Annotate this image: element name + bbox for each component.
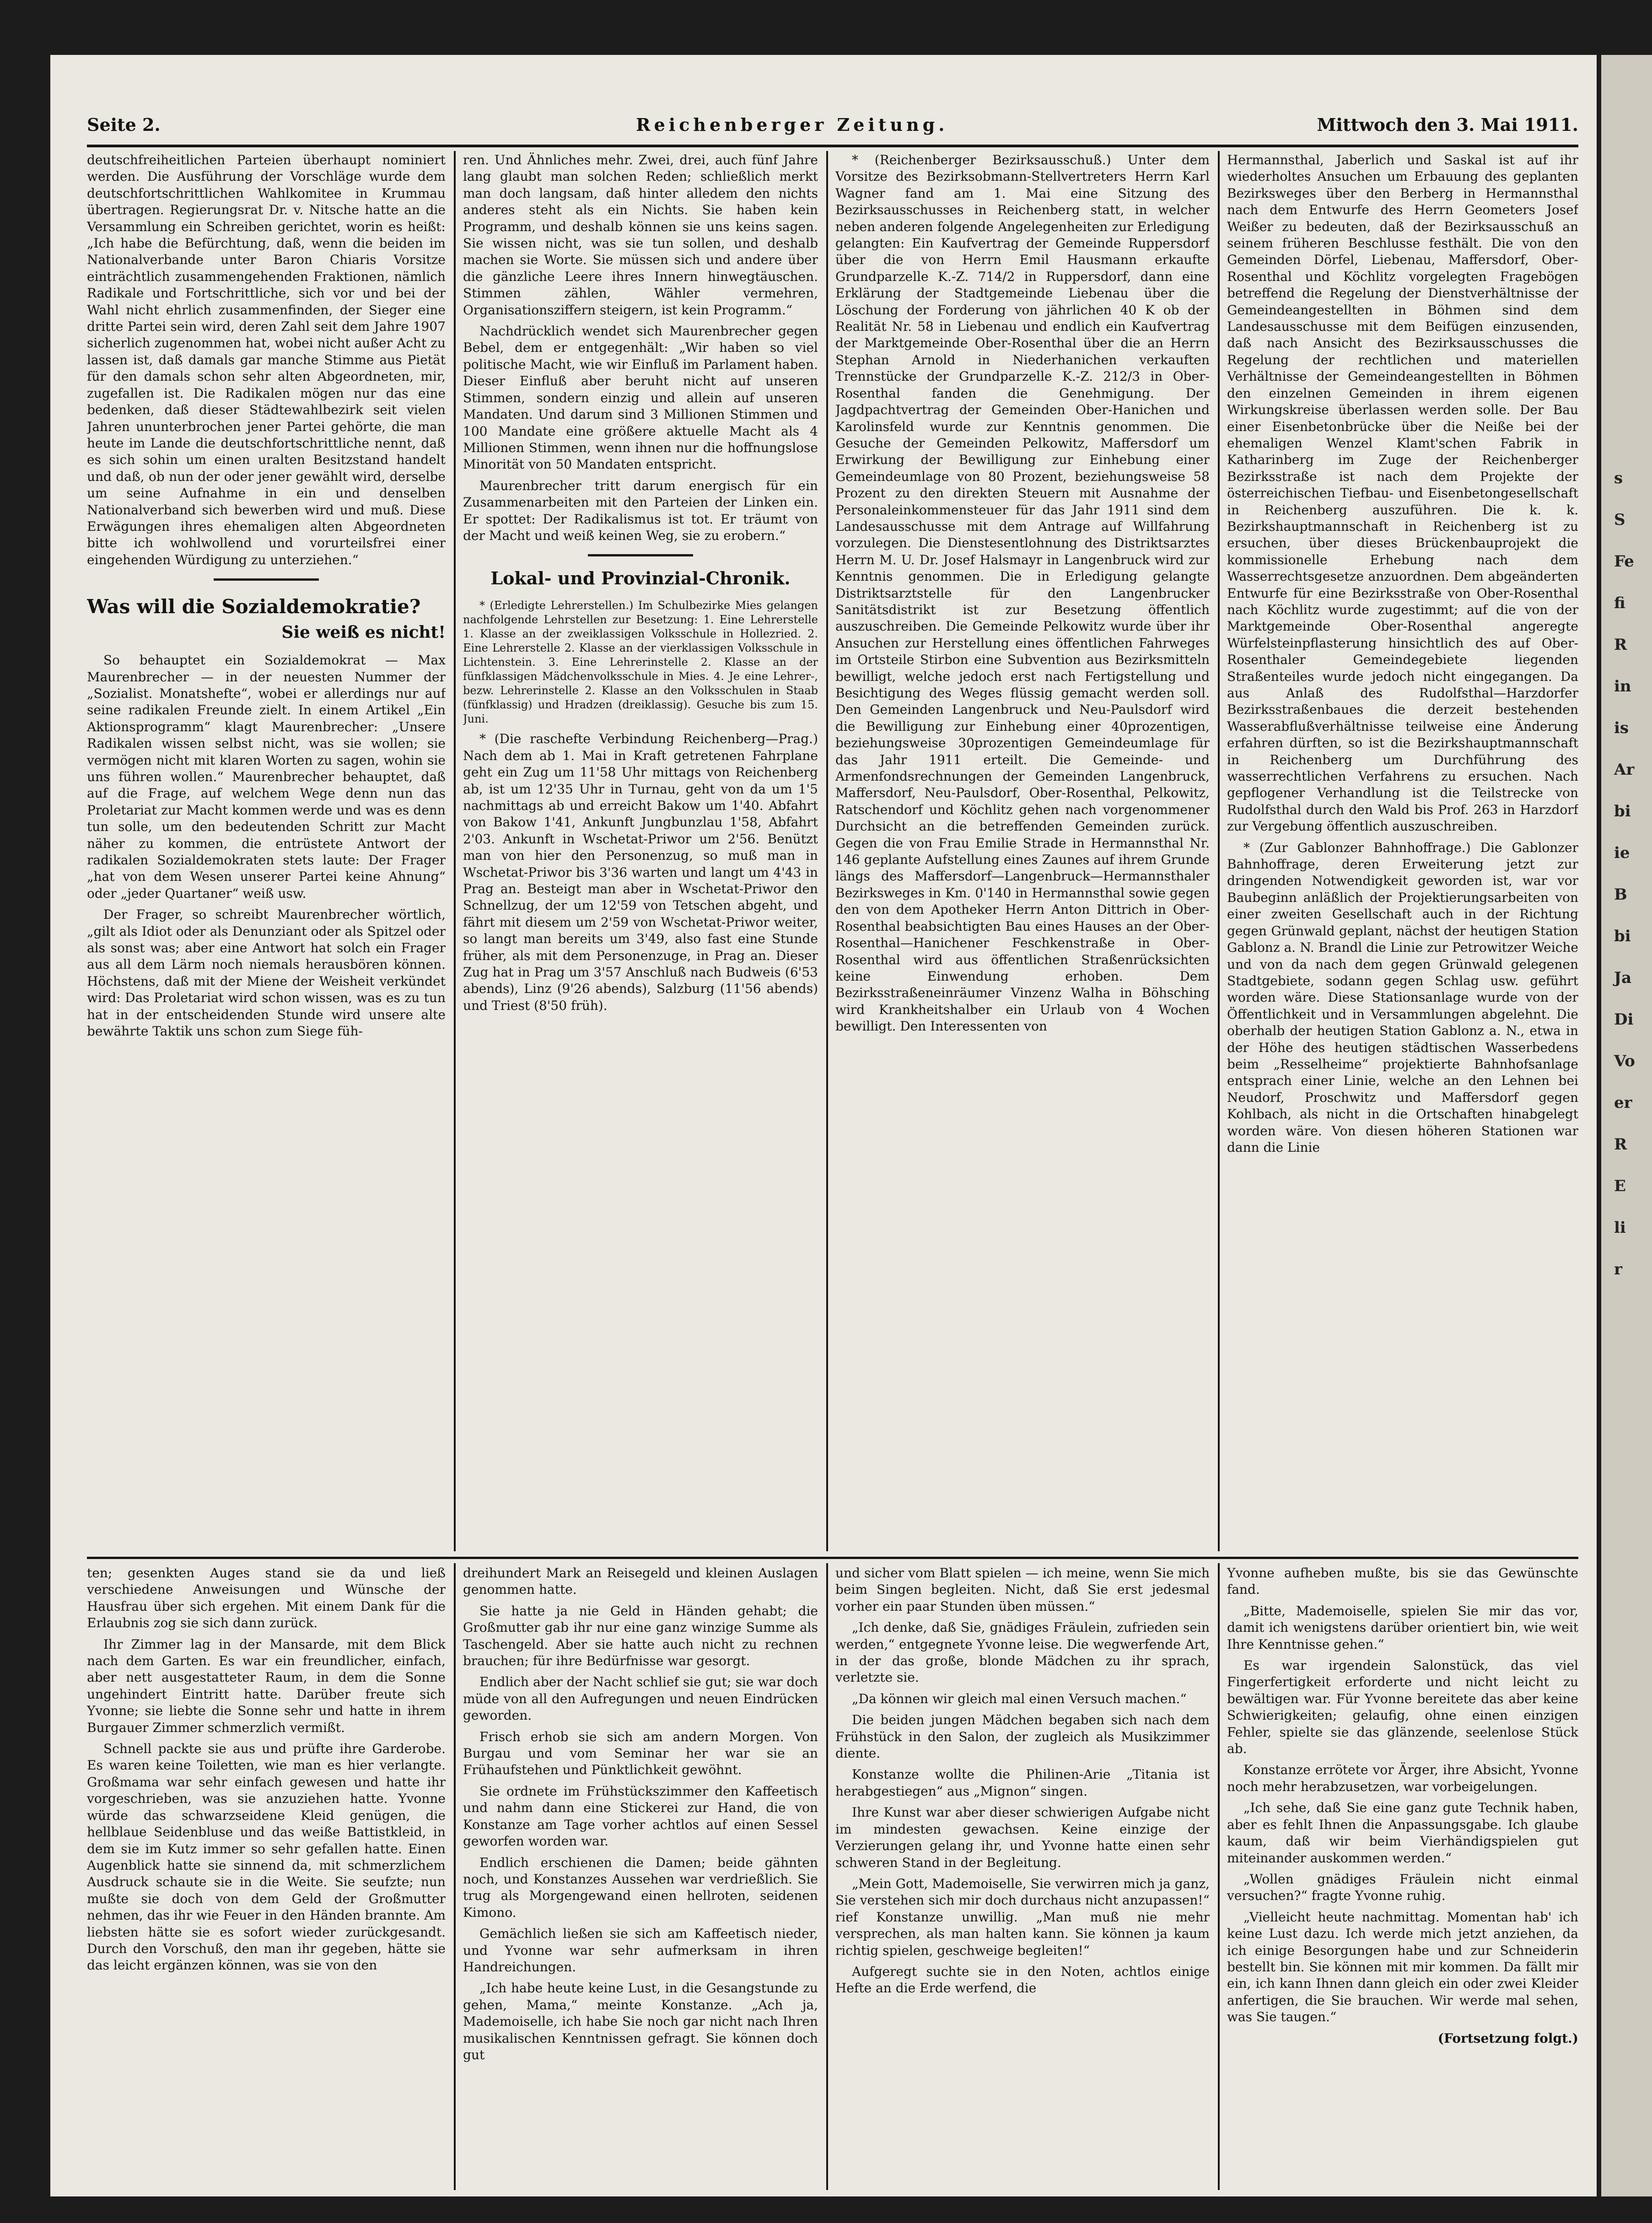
serial-text: dreihundert Mark an Reisegeld und kleinen Auslagen genommen hatte. <box>463 1565 818 1597</box>
article-text: Nachdrücklich wendet sich Maurenbrecher gegen Bebel, dem er entgegenhält: „Wir haben so viel politische Macht, wie wir Einfluß im Parlament haben. Dieser Einfluß aber beruht nicht auf unseren Stimmen, sondern einzig und allein auf unseren Mandaten. Und darum sind 3 Millionen Stimmen und 100 Mandate eine größere aktuelle Macht als 4 Millionen Stimmen, wenn ihnen nur die hoffnungslose Minorität von 50 Mandaten entspricht. <box>463 324 818 472</box>
news-item: * (Reichenberger Bezirksausschuß.) Unter dem Vorsitze des Bezirksobmann-Stellvertreters Herrn Karl Wagner fand am 1. Mai eine Sitzung des Bezirksausschusses in Reichenberg statt, in welcher neben anderen folgende Angelegenheiten zur Erledigung gelangten: Ein Kaufvertrag der Gemeinde Ruppersdorf über die von Herrn Emil Hausmann erkaufte Grundparzelle K.-Z. 714/2 in Ruppersdorf, dann eine Erklärung der Stadtgemeinde Liebenau über die Löschung der Forderung von jährlichen 40 K ob der Realität Nr. 58 in Liebenau und endlich ein Kaufvertrag der Marktgemeinde Ober-Rosenthal über die an Herrn Stephan Arnold in Niederhanichen verkauften Trennstücke der Grundparzelle K.-Z. 212/3 in Ober-Rosenthal fanden die Genehmigung. Der Jagdpachtvertrag der Gemeinden Ober-Hanichen und Karolinsfeld wurde zur Kenntnis genommen. Die Gesuche der Gemeinden Pelkowitz, Maffersdorf um Erwirkung der Bewilligung zur Einhebung einer Gemeindeumlage von 80 Prozent, beziehungsweise 58 Prozent zu den direkten Steuern mit Ausnahme der Personaleinkommensteuer für das Jahr 1911 sind dem Landesausschusse mit dem Antrage auf Willfahrung vorzulegen. Die Dienstesentlohnung des Distriktsarztes Herrn M. U. Dr. Josef Halsmayr in Langenbruck wird zur Kenntnis genommen. Die in Erledigung gelangte Distriktsarztstelle für den Langenbrucker Sanitätsdistrikt ist zur Besetzung öffentlich auszuschreiben. Die Gemeinde Pelkowitz wurde über ihr Ansuchen zur Herstellung eines öffentlichen Fahrweges im Ortsteile Stirbon eine Subvention aus Bezirksmitteln bewilligt, welche jedoch erst nach Fertigstellung und Besichtigung des Weges flüssig gemacht werden soll. Den Gemeinden Langenbruck und Neu-Paulsdorf wird die Bewilligung zur Einhebung einer 40prozentigen, beziehungsweise 30prozentigen Gemeindeumlage für das Jahr 1911 erteilt. Die Gemeinde- und Armenfondsrechnungen der Gemeinden Langenbruck, Maffersdorf, Neu-Paulsdorf, Ober-Rosenthal, Pelkowitz, Ratschendorf und Köchlitz gehen nach vorgenommener Durchsicht an die betreffenden Gemeinden zurück. Gegen die von Frau Emilie Strade in Hermannsthal Nr. 146 geplante Aufstellung eines Zaunes auf ihrem Grunde längs des Maffersdorf—Langenbruck—Hermannsthaler Bezirksweges in Km. 0'140 in Hermannsthal sowie gegen den von dem Apotheker Herrn Anton Dittrich in Ober-Rosenthal beabsichtigten Bau eines Hauses an der Ober-Rosenthal—Hanichener Feschkenstraße in Ober-Rosenthal wird aus öffentlichen Straßenrücksichten keine Einwendung erhoben. Dem Bezirksstraßeneinräumer Vinzenz Walha in Böhsching wird Krankheitshalber ein Urlaub von 4 Wochen bewilligt. Den Interessenten von <box>835 152 1210 1034</box>
serial-text: Aufgeregt suchte sie in den Noten, achtlos einige Hefte an die Erde werfend, die <box>835 1964 1210 1996</box>
adjacent-page-fragment: E <box>1614 1177 1626 1195</box>
adjacent-page-fragment: ie <box>1614 844 1630 862</box>
serial-text: „Wollen gnädiges Fräulein nicht einmal versuchen?“ fragte Yvonne ruhig. <box>1227 1871 1578 1904</box>
newspaper-title: Reichenberger Zeitung. <box>636 114 948 135</box>
serial-text: Ihr Zimmer lag in der Mansarde, mit dem Blick nach dem Garten. Es war ein freundlicher, einfach, aber nett ausgestatteter Raum, in dem die Sonne ungehindert Eintritt hatte. Darüber freute sich Yvonne; sie liebte die Sonne sehr und hatte in ihrem Burgauer Zimmer schmerzlich vermißt. <box>87 1636 446 1735</box>
newspaper-page <box>50 55 1597 2196</box>
issue-date: Mittwoch den 3. Mai 1911. <box>1317 114 1578 135</box>
serial-text: und sicher vom Blatt spielen — ich meine, wenn Sie mich beim Singen begleiten. Nicht, daß Sie erst jedesmal vorher ein paar Stunden üben müssen.“ <box>835 1565 1210 1614</box>
adjacent-page-fragment: R <box>1614 1135 1627 1154</box>
serial-column-1 <box>87 1565 446 2192</box>
article-subheading: Sie weiß es nicht! <box>281 623 446 642</box>
adjacent-page-fragment: s <box>1614 469 1623 487</box>
article-text: So behauptet ein Sozialdemokrat — Max Maurenbrecher — in der neuesten Nummer der „Sozialist. Monatshefte“, wobei er allerdings nur auf seine radikalen Freunde zielt. In einem Artikel „Ein Aktionsprogramm“ klagt Maurenbrecher: „Unsere Radikalen wissen selbst nicht, was sie wollen; sie vermögen nicht mit klaren Worten zu sagen, wohin sie uns führen wollen.“ Maurenbrecher behauptet, daß auf die Frage, auf welchem Wege denn nun das Proletariat zur Macht kommen werde und was es denn tun solle, um den bedeutenden Schritt zur Macht näher zu kommen, die entrüstete Antwort der radikalen Sozialdemokraten stets laute: Der Frager „hat von dem Wesen unserer Partei keine Ahnung“ oder „jeder Quartaner“ weiß usw. <box>87 653 446 901</box>
serial-text: „Ich denke, daß Sie, gnädiges Fräulein, zufrieden sein werden,“ entgegnete Yvonne leise. Die wegwerfende Art, in der das große, blonde Mädchen zu ihr sprach, verletzte sie. <box>835 1620 1210 1685</box>
serial-text: Sie ordnete im Frühstückszimmer den Kaffeetisch und nahm dann eine Stickerei zur Hand, die von Konstanze am Tage vorher achtlos auf einen Sessel geworfen worden war. <box>463 1783 818 1849</box>
column-divider <box>1218 1563 1220 2190</box>
serial-text: „Vielleicht heute nachmittag. Momentan hab' ich keine Lust dazu. Ich werde mich jetzt anziehen, da ich einige Besorgungen habe und zur Schneiderin bestellt bin. Sie können mit mir kommen. Da fällt mir ein, ich kann Ihnen dann gleich ein oder zwei Kleider anfertigen, die Sie brauchen. Wir werde mal sehen, was Sie taugen.“ <box>1227 1909 1578 2025</box>
serial-text: Konstanze wollte die Philinen-Arie „Titania ist herabgestiegen“ aus „Mignon“ singen. <box>835 1767 1210 1799</box>
article-text: Maurenbrecher tritt darum energisch für ein Zusammenarbeiten mit den Parteien der Linken ein. Er spottet: Der Radikalismus ist tot. Er träumt von der Macht und weiß keinen Weg, sie zu erobern.“ <box>463 478 818 543</box>
article-heading: Was will die Sozialdemokratie? <box>87 595 421 618</box>
news-item: * (Die raschefte Verbindung Reichenberg—Prag.) Nach dem ab 1. Mai in Kraft getretenen Fahrplane geht ein Zug um 11'58 Uhr mittags von Reichenberg ab, ist um 12'35 Uhr in Turnau, geht von da um 1'5 nachmittags ab und erreicht Bakow um 1'40. Abfahrt von Bakow 1'41, Ankunft Jungbunzlau 1'58, Abfahrt 2'03. Ankunft in Wschetat-Priwor um 2'56. Benützt man von hier den Personenzug, so muß man in Wschetat-Priwor bis 3'36 warten und langt um 4'43 in Prag an. Besteigt man aber in Wschetat-Priwor den Schnellzug, der um 12'59 von Tetschen abgeht, und fährt mit diesem um 2'59 von Wschetat-Priwor weiter, so langt man bereits um 3'49, also fast eine Stunde früher, als mit dem Personenzuge, in Prag an. Dieser Zug hat in Prag um 3'57 Anschluß nach Budweis (6'53 abends), Linz (9'26 abends), Salzburg (11'56 abends) und Triest (8'50 früh). <box>463 731 818 1013</box>
serial-text: Es war irgendein Salonstück, das viel Fingerfertigkeit erforderte und nicht leicht zu bewältigen war. Für Yvonne bereitete das aber keine Schwierigkeiten; gelaufig, ohne einen einzigen Fehler, spielte sie das glänzende, seelenlose Stück ab. <box>1227 1658 1578 1757</box>
adjacent-page-fragment: bi <box>1614 927 1631 945</box>
adjacent-page-fragment: Di <box>1614 1010 1634 1029</box>
page-header <box>87 105 1578 146</box>
serial-column-3 <box>835 1565 1210 2192</box>
continuation-note: (Fortsetzung folgt.) <box>1437 2030 1578 2046</box>
serial-text: Endlich erschienen die Damen; beide gähnten noch, und Konstanzes Aussehen war verdrießlich. Sie trug als Morgengewand einen hellroten, seidenen Kimono. <box>463 1855 818 1920</box>
header-rule <box>87 145 1578 147</box>
serial-text: Die beiden jungen Mädchen begaben sich nach dem Frühstück in den Salon, der zugleich als Musikzimmer diente. <box>835 1712 1210 1761</box>
serial-column-2 <box>463 1565 818 2192</box>
adjacent-page-fragment: li <box>1614 1219 1626 1237</box>
adjacent-page-fragment: bi <box>1614 802 1631 820</box>
serial-column-4 <box>1227 1565 1578 2192</box>
feuilleton-rule <box>87 1557 1578 1559</box>
article-text: ren. Und Ähnliches mehr. Zwei, drei, auch fünf Jahre lang glaubt man solchen Reden; schließlich merkt man doch langsam, daß hinter alledem den nichts anderes steht als ein Nichts. Sie haben kein Programm, und deshalb können sie uns keins sagen. Sie wissen nicht, was sie tun sollen, und deshalb machen sie Worte. Sie müssen sich und andere über die gänzliche Leere ihres Innern hinwegtäuschen. Stimmen zählen, Wähler vermehren, Organisationsziffern steigern, ist kein Programm.“ <box>463 152 818 318</box>
column-divider <box>454 151 456 1551</box>
adjacent-page-fragment: S <box>1614 511 1625 529</box>
serial-text: „Da können wir gleich mal einen Versuch machen.“ <box>852 1691 1187 1706</box>
column-divider <box>1218 151 1220 1551</box>
adjacent-page-fragment: in <box>1614 677 1631 696</box>
column-2 <box>463 152 818 1552</box>
adjacent-page-fragment: er <box>1614 1094 1632 1112</box>
news-item: * (Zur Gablonzer Bahnhoffrage.) Die Gablonzer Bahnhoffrage, deren Erweiterung jetzt zur dringenden Notwendigkeit geworden ist, war vor Baubeginn anläßlich der Projektierungsarbeiten von einer zweiten Gesellschaft auch in der Richtung gegen Grünwald geplant, nächst der heutigen Station Gablonz a. N. Brandl die Linie zur Petrowitzer Weiche und von da nach dem gegen Grünwald gelegenen Stadtgebiete, sodann gegen Schlag usw. geführt worden wäre. Diese Stationsanlage wurde von der Öffentlichkeit und in Versammlungen abgelehnt. Die oberhalb der heutigen Station Gablonz a. N., etwa in der Höhe des heutigen städtischen Wasserbedens beim „Resselheime“ projektierte Bahnhofsanlage entsprach einer Linie, welche an den Lehnen bei Neudorf, Proschwitz und Maffersdorf gegen Kohlbach, als nicht in die Ortschaften hinabgelegt worden wäre. Von diesen höheren Stationen war dann die Linie <box>1227 840 1578 1155</box>
serial-text: Sie hatte ja nie Geld in Händen gehabt; die Großmutter gab ihr nur eine ganz winzige Summe als Taschengeld. Aber sie hatte auch nicht zu rechnen brauchen; für ihre Bedürfnisse war gesorgt. <box>463 1603 818 1669</box>
adjacent-page-fragment: Ja <box>1614 969 1632 987</box>
adjacent-page-edge <box>1601 55 1652 2196</box>
adjacent-page-fragment: B <box>1614 885 1627 904</box>
serial-text: Gemächlich ließen sie sich am Kaffeetisch nieder, und Yvonne war sehr aufmerksam in ihren Handreichungen. <box>463 1926 818 1975</box>
serial-text: „Mein Gott, Mademoiselle, Sie verwirren mich ja ganz, Sie verstehen sich mir doch durchaus nicht anzupassen!“ rief Konstanze unwillig. „Man muß nie mehr versprechen, als man halten kann. Sie können ja kaum richtig spielen, geschweige begleiten!“ <box>835 1876 1210 1958</box>
news-item: * (Erledigte Lehrerstellen.) Im Schulbezirke Mies gelangen nachfolgende Lehrstellen zur Besetzung: 1. Eine Lehrerstelle 1. Klasse an der zweiklassigen Volksschule in Hollezried. 2. Eine Lehrerstelle 2. Klasse an der vierklassigen Volksschule in Lichtenstein. 3. Eine Lehrerinstelle 2. Klasse an der fünfklassigen Mädchenvolksschule in Mies. 4. Je eine Lehrer-, bezw. Lehrerinstelle 2. Klasse an den Volksschulen in Staab (fünfklassig) und Hradzen (dreiklassig). Gesuche bis zum 15. Juni. <box>463 599 818 726</box>
serial-text: Yvonne aufheben mußte, bis sie das Gewünschte fand. <box>1227 1565 1578 1597</box>
adjacent-page-fragment: R <box>1614 636 1627 654</box>
serial-text: Schnell packte sie aus und prüfte ihre Garderobe. Es waren keine Toiletten, wie man es hier verlangte. Großmama war sehr einfach gewesen und hatte ihr vorgeschrieben, was sie anzuziehen hatte. Yvonne würde das schwarzseidene Kleid genügen, die hellblaue Seidenbluse und das weiße Battistkleid, in dem sie im Kutz immer so sehr gefallen hatte. Einen Augenblick hatte sie sinnend da, mit schmerzlichem Ausdruck schaute sie in die Weite. Sie seufzte; nun mußte sie doch von dem Geld der Großmutter nehmen, das ihr wie Feuer in den Händen brannte. Am liebsten hätte sie es sofort wieder zurückgesandt. Durch den Vorschuß, den man ihr gegeben, hätte sie das leicht ergänzen können, was sie von den <box>87 1741 446 1973</box>
article-text: Der Frager, so schreibt Maurenbrecher wörtlich, „gilt als Idiot oder als Denunziant oder als Spitzel oder als sonst was; aber eine Antwort hat solch ein Frager aus all dem Lärm noch niemals herausbören können. Höchstens, daß mit der Miene der Weisheit verkündet wird: Das Proletariat wird schon wissen, was es zu tun hat in der entscheidenden Stunde wird unsere alte bewährte Taktik uns schon zum Siege füh- <box>87 907 446 1039</box>
column-3 <box>835 152 1210 1552</box>
adjacent-page-fragment: Vo <box>1614 1052 1635 1070</box>
article-text: deutschfreiheitlichen Parteien überhaupt nominiert werden. Die Ausführung der Vorschläge wurde dem deutschfortschrittlichen Wahlkomitee in Krummau übertragen. Regierungsrat Dr. v. Nitsche hatte an die Versammlung ein Schreiben gerichtet, worin es heißt: „Ich habe die Befürchtung, daß, wenn die beiden im Nationalverbande unter Baron Chiaris Vorsitze einträchtlich zusammengehenden Fraktionen, nämlich Radikale und Fortschrittliche, sich vor und bei der Wahl nicht ehrlich zusammenfinden, der Sieger eine dritte Partei sein wird, deren Zahl seit dem Jahre 1907 sicherlich zugenommen hat, wobei nicht außer Acht zu lassen ist, daß damals gar manche Stimme aus Pietät für den damals schon sehr alten Abgeordneten, mir, zugefallen ist. Die Radikalen mögen nur das eine bedenken, daß dieser Städtewahlbezirk seit vielen Jahren ununterbrochen jener Partei gehörte, die man heute im Lande die deutschfortschrittliche nennt, daß es sich sohin um einen uralten Besitzstand handelt und daß, ob nun der oder jener gewählt wird, derselbe um seine Aufnahme in ein und denselben Nationalverband sich bewerben wird und muß. Diese Erwägungen ihres ehemaligen alten Abgeordneten bitte ich wohlwollend und vorurteilsfrei einer eingehenden Würdigung zu unterziehen.“ <box>87 152 446 567</box>
adjacent-page-fragment: fi <box>1614 594 1625 612</box>
news-item: Hermannsthal, Jaberlich und Saskal ist auf ihr wiederholtes Ansuchen um Erbauung des geplanten Bezirksweges über den Berberg in Hermannsthal nach dem Entwurfe des Herrn Geometers Josef Weißer zu bedeuten, daß der Bezirksausschuß an seinem früheren Beschlusse festhält. Die von den Gemeinden Dörfel, Liebenau, Maffersdorf, Ober-Rosenthal und Köchlitz vorgelegten Fragebögen betreffend die Regelung der Dienstverhältnisse der Gemeindeangestellten in Böhmen sind dem Landesausschusse mit dem Beifügen einzusenden, daß nach Ansicht des Bezirksausschusses die Regelung der rechtlichen und materiellen Verhältnisse der Gemeindeangestellten in Böhmen den einzelnen Gemeinden in ihrem eigenen Wirkungskreise überlassen werden solle. Der Bau einer Eisenbetonbrücke über die Neiße bei der ehemaligen Wenzel Klamt'schen Fabrik in Katharinberg im Zuge der Reichenberger Bezirksstraße ist nach dem Projekte der österreichischen Tiefbau- und Eisenbetongesellschaft in Reichenberg auszuführen. Die k. k. Bezirkshauptmannschaft in Reichenberg ist zu ersuchen, über dieses Brückenbauprojekt die kommissionelle Erhebung nach dem Wasserrechtsgesetze anzuordnen. Dem abgeänderten Entwurfe für eine Bezirksstraße von Ober-Rosenthal nach Köchlitz wurde zugestimmt; auf die von der Marktgemeinde Ober-Rosenthal angeregte Würfelsteinpflasterung hinsichtlich des auf Ober-Rosenthaler Gemeindegebiete liegenden Straßenteiles wurde jedoch nicht eingegangen. Da aus Anlaß des Rudolfsthal—Harzdorfer Bezirksstraßenbaues die derzeit bestehenden Wasserabflußverhältnisse teilweise eine Änderung erfahren dürften, so ist die Bezirkshauptmannschaft in Reichenberg um Durchführung des wasserrechtlichen Verfahrens zu ersuchen. Nach gepflogener Verhandlung ist die Teilstrecke von Rudolfsthal durch den Wald bis Prof. 263 in Harzdorf zur Vergebung öffentlich auszuschreiben. <box>1227 152 1578 834</box>
article-separator <box>588 554 693 556</box>
serial-text: Frisch erhob sie sich am andern Morgen. Von Burgau und vom Seminar her war sie an Frühaufstehen und Pünktlichkeit gewöhnt. <box>463 1729 818 1778</box>
column-divider <box>826 151 828 1551</box>
serial-text: Konstanze errötete vor Ärger, ihre Absicht, Yvonne noch mehr herabzusetzen, war vorbeigelungen. <box>1227 1762 1578 1794</box>
adjacent-page-fragment: r <box>1614 1260 1622 1279</box>
adjacent-page-fragment: Ar <box>1614 761 1635 779</box>
article-separator <box>214 578 319 581</box>
serial-text: ten; gesenkten Auges stand sie da und ließ verschiedene Anweisungen und Wünsche der Hausfrau über sich ergehen. Mit einem Dank für die Erlaubnis zog sie sich dann zurück. <box>87 1565 446 1631</box>
adjacent-page-fragment: is <box>1614 719 1629 737</box>
serial-text: Ihre Kunst war aber dieser schwierigen Aufgabe nicht im mindesten gewachsen. Keine einzige der Verzierungen gelang ihr, und Yvonne hatte einen sehr schweren Stand in der Begleitung. <box>835 1805 1210 1870</box>
page-number: Seite 2. <box>87 114 161 135</box>
column-1 <box>87 152 446 1552</box>
serial-text: „Ich habe heute keine Lust, in die Gesangstunde zu gehen, Mama,“ meinte Konstanze. „Ach ja, Mademoiselle, ich habe Sie noch gar nicht nach Ihren musikalischen Kenntnissen gefragt. Sie können doch gut <box>463 1980 818 2062</box>
column-divider <box>826 1563 828 2190</box>
serial-text: „Bitte, Mademoiselle, spielen Sie mir das vor, damit ich wenigstens darüber orientiert bin, wie weit Ihre Kenntnisse gehen.“ <box>1227 1603 1578 1652</box>
column-4 <box>1227 152 1578 1552</box>
serial-text: Endlich aber der Nacht schlief sie gut; sie war doch müde von all den Aufregungen und neuen Eindrücken geworden. <box>463 1674 818 1723</box>
adjacent-page-fragments <box>1601 467 1652 1281</box>
section-title: Lokal- und Provinzial-Chronik. <box>490 568 791 589</box>
adjacent-page-fragment: Fe <box>1614 552 1634 571</box>
serial-text: „Ich sehe, daß Sie eine ganz gute Technik haben, aber es fehlt Ihnen die Anpassungsgabe. Ich glaube kaum, daß wir beim Vierhändigspielen gut miteinander auskommen werden.“ <box>1227 1800 1578 1866</box>
column-divider <box>454 1563 456 2190</box>
